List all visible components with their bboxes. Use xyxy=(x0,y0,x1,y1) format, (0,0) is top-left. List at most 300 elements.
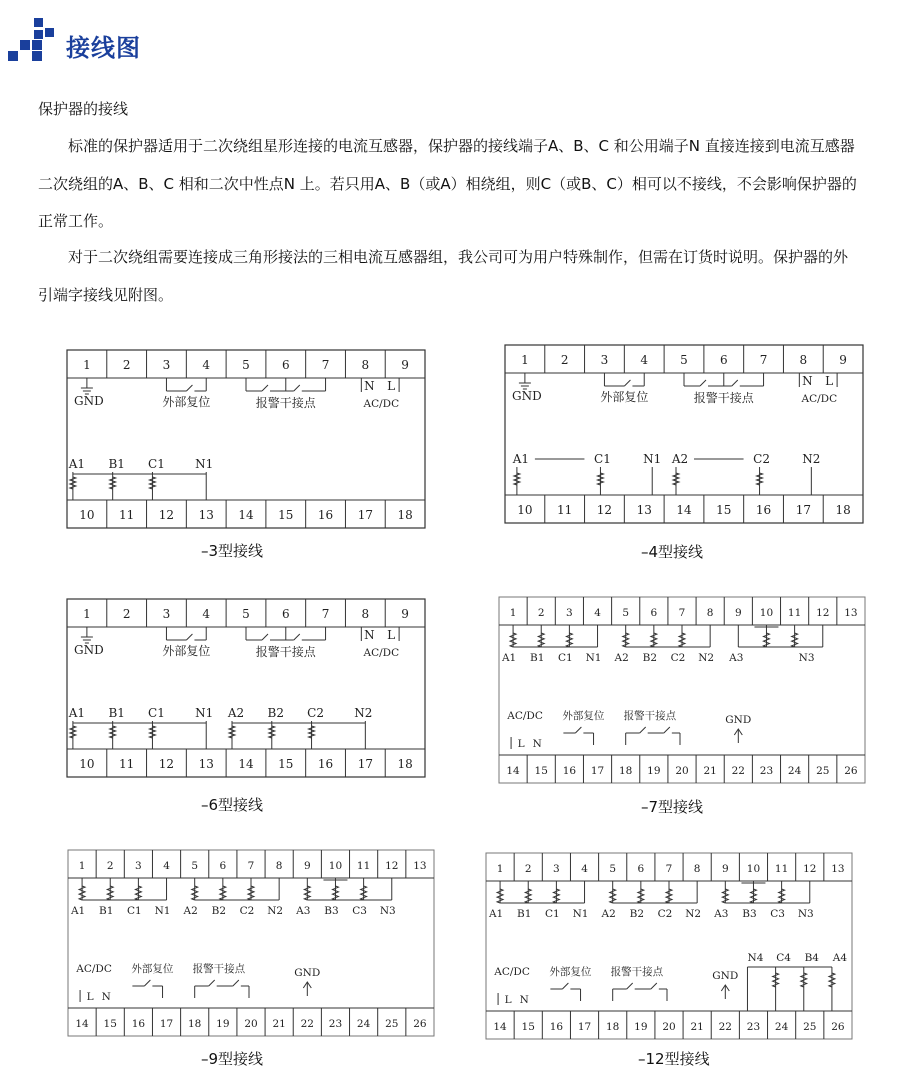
phase-label: N1 xyxy=(154,905,171,917)
terminal-number: 15 xyxy=(716,503,732,517)
terminal-number: 3 xyxy=(162,607,171,621)
module-outline xyxy=(67,599,425,777)
terminal-number: 13 xyxy=(844,607,858,619)
phase-label: A1 xyxy=(488,908,504,920)
terminal-number: 5 xyxy=(242,358,250,372)
terminal-number: 12 xyxy=(158,508,175,522)
coil-symbol xyxy=(673,473,679,485)
coil-symbol xyxy=(497,889,503,903)
terminal-number: 19 xyxy=(647,765,661,777)
terminal-number: 10 xyxy=(79,757,95,771)
coil-symbol xyxy=(773,973,779,987)
terminal-number: 16 xyxy=(549,1021,564,1033)
coil-symbol xyxy=(829,973,835,987)
terminal-number: 18 xyxy=(188,1018,202,1030)
terminal-number: 8 xyxy=(693,863,701,875)
terminal-number: 11 xyxy=(774,863,789,875)
terminal-number: 11 xyxy=(119,508,135,522)
terminal-number: 6 xyxy=(219,860,227,872)
reset-label: 外部复位 xyxy=(131,963,174,975)
terminal-number: 17 xyxy=(357,508,373,522)
gnd-label: GND xyxy=(512,389,542,403)
terminal-number: 24 xyxy=(356,1018,371,1030)
switch-contact xyxy=(209,980,215,986)
terminal-number: 23 xyxy=(759,765,774,777)
coil-symbol xyxy=(332,886,338,900)
terminal-number: 12 xyxy=(596,503,613,517)
terminal-number: 11 xyxy=(557,503,573,517)
phase-label: N2 xyxy=(354,706,373,720)
terminal-number: 10 xyxy=(79,508,95,522)
diagram-type6 xyxy=(67,599,425,777)
phase-label: A1 xyxy=(70,905,86,917)
reset-label: 外部复位 xyxy=(562,710,605,722)
terminal-number: 9 xyxy=(721,863,729,875)
switch-contact xyxy=(640,727,646,733)
terminal-number: 1 xyxy=(509,607,517,619)
terminal-number: 17 xyxy=(159,1018,174,1030)
phase-label: B3 xyxy=(742,908,757,920)
phase-label: C4 xyxy=(776,952,791,964)
coil-symbol xyxy=(79,886,85,900)
terminal-number: 11 xyxy=(787,607,802,619)
terminal-number: 7 xyxy=(321,358,330,372)
coil-symbol xyxy=(220,886,226,900)
diagram-type7 xyxy=(499,597,865,783)
phase-label: A1 xyxy=(512,452,530,466)
phase-label: A3 xyxy=(714,908,729,920)
terminal-number: 25 xyxy=(816,765,830,777)
phase-label: C2 xyxy=(753,452,770,466)
phase-label: C1 xyxy=(148,457,165,471)
gnd-label: GND xyxy=(294,967,321,979)
terminal-number: 2 xyxy=(122,358,131,372)
terminal-number: 16 xyxy=(131,1018,146,1030)
phase-label: N2 xyxy=(802,452,821,466)
alarm-label: 报警干接点 xyxy=(610,966,664,978)
diagram-caption-type7: –7型接线 xyxy=(641,798,704,816)
coil-symbol xyxy=(666,889,672,903)
terminal-number: 4 xyxy=(163,860,170,872)
diagram-type3 xyxy=(67,350,425,528)
terminal-number: 1 xyxy=(78,860,86,872)
coil-symbol xyxy=(309,726,315,738)
phase-label: B1 xyxy=(517,908,532,920)
phase-label: C1 xyxy=(594,452,611,466)
alarm-label: 报警干接点 xyxy=(693,391,754,405)
terminal-number: 9 xyxy=(839,353,847,367)
terminal-number: 4 xyxy=(640,353,649,367)
n-label: N xyxy=(101,991,111,1003)
coil-symbol xyxy=(110,477,116,489)
terminal-number: 15 xyxy=(521,1021,535,1033)
coil-symbol xyxy=(229,726,235,738)
terminal-number: 20 xyxy=(662,1021,676,1033)
terminal-number: 10 xyxy=(759,607,774,619)
terminal-number: 17 xyxy=(357,757,373,771)
paragraph-line: 二次绕组的A、B、C 相和二次中性点N 上。若只用A、B（或A）相绕组，则C（或B、C）相可以不接线，不会影响保护器的 xyxy=(38,175,857,193)
phase-label: A2 xyxy=(671,452,689,466)
terminal-number: 15 xyxy=(534,765,548,777)
phase-label: N1 xyxy=(643,452,662,466)
phase-label: A2 xyxy=(227,706,245,720)
terminal-number: 18 xyxy=(835,503,851,517)
terminal-number: 18 xyxy=(397,757,413,771)
n-label: N xyxy=(802,374,813,388)
phase-label: N3 xyxy=(379,905,396,917)
terminal-number: 1 xyxy=(83,358,91,372)
terminal-number: 6 xyxy=(637,863,645,875)
terminal-number: 11 xyxy=(119,757,135,771)
terminal-number: 12 xyxy=(803,863,817,875)
switch-contact xyxy=(186,385,192,391)
power-label: AC/DC xyxy=(363,647,400,659)
terminal-number: 2 xyxy=(122,607,131,621)
coil-symbol xyxy=(651,633,657,647)
terminal-number: 13 xyxy=(636,503,652,517)
coil-symbol xyxy=(149,726,155,738)
coil-symbol xyxy=(70,477,76,489)
terminal-number: 14 xyxy=(493,1021,507,1033)
terminal-number: 2 xyxy=(537,607,545,619)
switch-contact xyxy=(664,727,670,733)
terminal-number: 5 xyxy=(609,863,617,875)
terminal-number: 5 xyxy=(622,607,630,619)
terminal-number: 18 xyxy=(397,508,413,522)
terminal-number: 8 xyxy=(275,860,283,872)
coil-symbol xyxy=(779,889,785,903)
paragraph-line: 对于二次绕组需要连接成三角形接法的三相电流互感器组，我公司可为用户特殊制作，但需在订货时说明。保护器的外 xyxy=(68,248,849,266)
coil-symbol xyxy=(566,633,572,647)
terminal-number: 23 xyxy=(746,1021,761,1033)
terminal-number: 1 xyxy=(83,607,91,621)
alarm-label: 报警干接点 xyxy=(255,396,316,410)
terminal-number: 22 xyxy=(731,765,745,777)
phase-label: C2 xyxy=(670,652,686,664)
phase-label: C1 xyxy=(558,652,573,664)
phase-label: N3 xyxy=(797,908,814,920)
terminal-number: 13 xyxy=(413,860,427,872)
terminal-number: 9 xyxy=(303,860,311,872)
power-label: AC/DC xyxy=(507,710,543,722)
diagram-caption-type3: –3型接线 xyxy=(201,542,264,560)
terminal-number: 25 xyxy=(385,1018,399,1030)
terminal-number: 17 xyxy=(577,1021,592,1033)
terminal-number: 3 xyxy=(162,358,171,372)
switch-contact xyxy=(144,980,150,986)
l-label: L xyxy=(387,628,396,642)
phase-label: N2 xyxy=(267,905,284,917)
module-outline xyxy=(67,350,425,528)
gnd-label: GND xyxy=(74,394,104,408)
phase-label: B1 xyxy=(99,905,114,917)
phase-label: A4 xyxy=(832,952,848,964)
coil-symbol xyxy=(757,473,763,485)
terminal-number: 8 xyxy=(361,607,370,621)
phase-label: N1 xyxy=(572,908,589,920)
section-heading: 保护器的接线 xyxy=(38,100,129,118)
switch-contact xyxy=(233,980,239,986)
terminal-number: 4 xyxy=(202,607,211,621)
terminal-number: 6 xyxy=(650,607,658,619)
switch-contact xyxy=(624,380,630,386)
coil-symbol xyxy=(553,889,559,903)
terminal-number: 17 xyxy=(795,503,811,517)
terminal-number: 22 xyxy=(300,1018,314,1030)
coil-symbol xyxy=(149,477,155,489)
terminal-number: 10 xyxy=(517,503,533,517)
coil-symbol xyxy=(135,886,141,900)
phase-label: N1 xyxy=(585,652,602,664)
phase-label: B4 xyxy=(804,952,819,964)
switch-contact xyxy=(562,983,568,989)
terminal-number: 15 xyxy=(278,757,294,771)
terminal-number: 13 xyxy=(198,757,214,771)
terminal-number: 20 xyxy=(675,765,689,777)
phase-label: A2 xyxy=(183,905,198,917)
phase-label: A2 xyxy=(601,908,616,920)
phase-label: C1 xyxy=(127,905,142,917)
coil-symbol xyxy=(679,633,685,647)
switch-contact xyxy=(575,727,581,733)
phase-label: B1 xyxy=(108,706,125,720)
reset-label: 外部复位 xyxy=(549,966,592,978)
terminal-number: 9 xyxy=(401,607,409,621)
switch-contact xyxy=(294,385,300,391)
terminal-number: 16 xyxy=(562,765,577,777)
page-title: 接线图 xyxy=(66,34,141,62)
coil-symbol xyxy=(361,886,367,900)
terminal-number: 7 xyxy=(665,863,673,875)
phase-label: N1 xyxy=(195,457,214,471)
n-label: N xyxy=(364,628,375,642)
phase-label: C2 xyxy=(239,905,255,917)
terminal-number: 26 xyxy=(413,1018,427,1030)
terminal-number: 1 xyxy=(521,353,529,367)
terminal-number: 4 xyxy=(594,607,601,619)
phase-label: A1 xyxy=(68,457,86,471)
switch-contact xyxy=(186,634,192,640)
phase-label: C3 xyxy=(770,908,785,920)
terminal-number: 6 xyxy=(281,358,290,372)
terminal-number: 7 xyxy=(678,607,686,619)
phase-label: B1 xyxy=(530,652,545,664)
diagram-caption-type12: –12型接线 xyxy=(638,1050,710,1068)
terminal-number: 4 xyxy=(581,863,588,875)
terminal-number: 5 xyxy=(680,353,688,367)
module-outline xyxy=(505,345,863,523)
terminal-number: 15 xyxy=(278,508,294,522)
terminal-number: 3 xyxy=(566,607,573,619)
phase-label: C1 xyxy=(148,706,165,720)
terminal-number: 12 xyxy=(385,860,399,872)
terminal-number: 6 xyxy=(281,607,290,621)
coil-symbol xyxy=(107,886,113,900)
coil-symbol xyxy=(638,889,644,903)
terminal-number: 4 xyxy=(202,358,211,372)
diagram-caption-type6: –6型接线 xyxy=(201,796,264,814)
terminal-number: 3 xyxy=(600,353,609,367)
terminal-number: 26 xyxy=(831,1021,845,1033)
terminal-number: 7 xyxy=(759,353,768,367)
terminal-number: 18 xyxy=(619,765,633,777)
coil-symbol xyxy=(722,889,728,903)
terminal-number: 5 xyxy=(191,860,199,872)
terminal-number: 18 xyxy=(606,1021,620,1033)
coil-symbol xyxy=(248,886,254,900)
coil-symbol xyxy=(597,473,603,485)
terminal-number: 11 xyxy=(356,860,371,872)
diagram-type9 xyxy=(68,850,434,1036)
coil-symbol xyxy=(801,973,807,987)
coil-symbol xyxy=(304,886,310,900)
terminal-number: 8 xyxy=(799,353,808,367)
phase-label: A1 xyxy=(501,652,517,664)
switch-contact xyxy=(262,385,268,391)
phase-label: B2 xyxy=(211,905,227,917)
terminal-number: 21 xyxy=(690,1021,704,1033)
diagram-caption-type4: –4型接线 xyxy=(641,543,704,561)
coil-symbol xyxy=(623,633,629,647)
power-label: AC/DC xyxy=(363,398,400,410)
alarm-label: 报警干接点 xyxy=(192,963,246,975)
terminal-number: 25 xyxy=(803,1021,817,1033)
terminal-number: 10 xyxy=(328,860,343,872)
terminal-number: 8 xyxy=(706,607,714,619)
switch-contact xyxy=(700,380,706,386)
power-label: AC/DC xyxy=(76,963,112,975)
terminal-number: 9 xyxy=(734,607,742,619)
terminal-number: 24 xyxy=(774,1021,789,1033)
phase-label: A2 xyxy=(614,652,629,664)
switch-contact xyxy=(732,380,738,386)
terminal-number: 12 xyxy=(816,607,830,619)
phase-label: B2 xyxy=(267,706,285,720)
phase-label: C2 xyxy=(657,908,673,920)
terminal-number: 12 xyxy=(158,757,175,771)
l-label: L xyxy=(387,379,396,393)
terminal-number: 22 xyxy=(718,1021,732,1033)
phase-label: N3 xyxy=(798,652,815,664)
switch-contact xyxy=(294,634,300,640)
l-label: L xyxy=(504,994,512,1006)
terminal-number: 13 xyxy=(831,863,845,875)
terminal-number: 16 xyxy=(317,757,334,771)
terminal-number: 14 xyxy=(238,757,254,771)
l-label: L xyxy=(825,374,834,388)
coil-symbol xyxy=(192,886,198,900)
paragraph-line: 引端字接线见附图。 xyxy=(38,286,174,304)
phase-label: N1 xyxy=(195,706,214,720)
terminal-number: 23 xyxy=(328,1018,343,1030)
terminal-number: 9 xyxy=(401,358,409,372)
gnd-label: GND xyxy=(725,714,752,726)
phase-label: B1 xyxy=(108,457,125,471)
phase-label: N2 xyxy=(698,652,715,664)
terminal-number: 24 xyxy=(787,765,802,777)
phase-label: B3 xyxy=(324,905,339,917)
terminal-number: 16 xyxy=(755,503,772,517)
terminal-number: 10 xyxy=(746,863,761,875)
phase-label: C1 xyxy=(545,908,560,920)
coil-symbol xyxy=(514,473,520,485)
terminal-number: 21 xyxy=(272,1018,286,1030)
l-label: L xyxy=(86,991,94,1003)
phase-label: A3 xyxy=(729,652,744,664)
terminal-number: 7 xyxy=(321,607,330,621)
phase-label: C2 xyxy=(307,706,324,720)
terminal-number: 19 xyxy=(634,1021,648,1033)
terminal-number: 15 xyxy=(103,1018,117,1030)
switch-contact xyxy=(627,983,633,989)
diagram-type12 xyxy=(486,853,852,1039)
n-label: N xyxy=(364,379,375,393)
reset-label: 外部复位 xyxy=(162,395,211,409)
terminal-number: 13 xyxy=(198,508,214,522)
coil-symbol xyxy=(525,889,531,903)
gnd-label: GND xyxy=(74,643,104,657)
terminal-number: 8 xyxy=(361,358,370,372)
paragraph-line: 标准的保护器适用于二次绕组星形连接的电流互感器，保护器的接线端子A、B、C 和公用端子N 直接连接到电流互感器 xyxy=(68,137,855,155)
terminal-number: 14 xyxy=(238,508,254,522)
terminal-number: 21 xyxy=(703,765,717,777)
paragraph-line: 正常工作。 xyxy=(38,212,114,230)
terminal-number: 20 xyxy=(244,1018,258,1030)
power-label: AC/DC xyxy=(494,966,530,978)
coil-symbol xyxy=(70,726,76,738)
alarm-label: 报警干接点 xyxy=(255,645,316,659)
reset-label: 外部复位 xyxy=(162,644,211,658)
terminal-number: 2 xyxy=(106,860,114,872)
terminal-number: 14 xyxy=(506,765,520,777)
terminal-number: 5 xyxy=(242,607,250,621)
coil-symbol xyxy=(110,726,116,738)
terminal-number: 14 xyxy=(75,1018,89,1030)
n-label: N xyxy=(532,738,542,750)
terminal-number: 6 xyxy=(719,353,728,367)
terminal-number: 1 xyxy=(496,863,504,875)
coil-symbol xyxy=(269,726,275,738)
terminal-number: 3 xyxy=(135,860,142,872)
phase-label: C3 xyxy=(352,905,367,917)
power-label: AC/DC xyxy=(801,393,838,405)
terminal-number: 2 xyxy=(524,863,532,875)
l-label: L xyxy=(517,738,525,750)
switch-contact xyxy=(651,983,657,989)
terminal-number: 3 xyxy=(553,863,560,875)
terminal-number: 19 xyxy=(216,1018,230,1030)
reset-label: 外部复位 xyxy=(600,390,649,404)
coil-symbol xyxy=(538,633,544,647)
diagram-caption-type9: –9型接线 xyxy=(201,1050,264,1068)
terminal-number: 7 xyxy=(247,860,255,872)
phase-label: B2 xyxy=(629,908,645,920)
terminal-number: 17 xyxy=(590,765,605,777)
coil-symbol xyxy=(510,633,516,647)
phase-label: N4 xyxy=(747,952,764,964)
switch-contact xyxy=(262,634,268,640)
n-label: N xyxy=(519,994,529,1006)
gnd-label: GND xyxy=(712,970,739,982)
coil-symbol xyxy=(610,889,616,903)
alarm-label: 报警干接点 xyxy=(623,710,677,722)
diagram-type4 xyxy=(505,345,863,523)
terminal-number: 26 xyxy=(844,765,858,777)
terminal-number: 14 xyxy=(676,503,692,517)
phase-label: B2 xyxy=(642,652,658,664)
terminal-number: 16 xyxy=(317,508,334,522)
phase-label: N2 xyxy=(685,908,702,920)
